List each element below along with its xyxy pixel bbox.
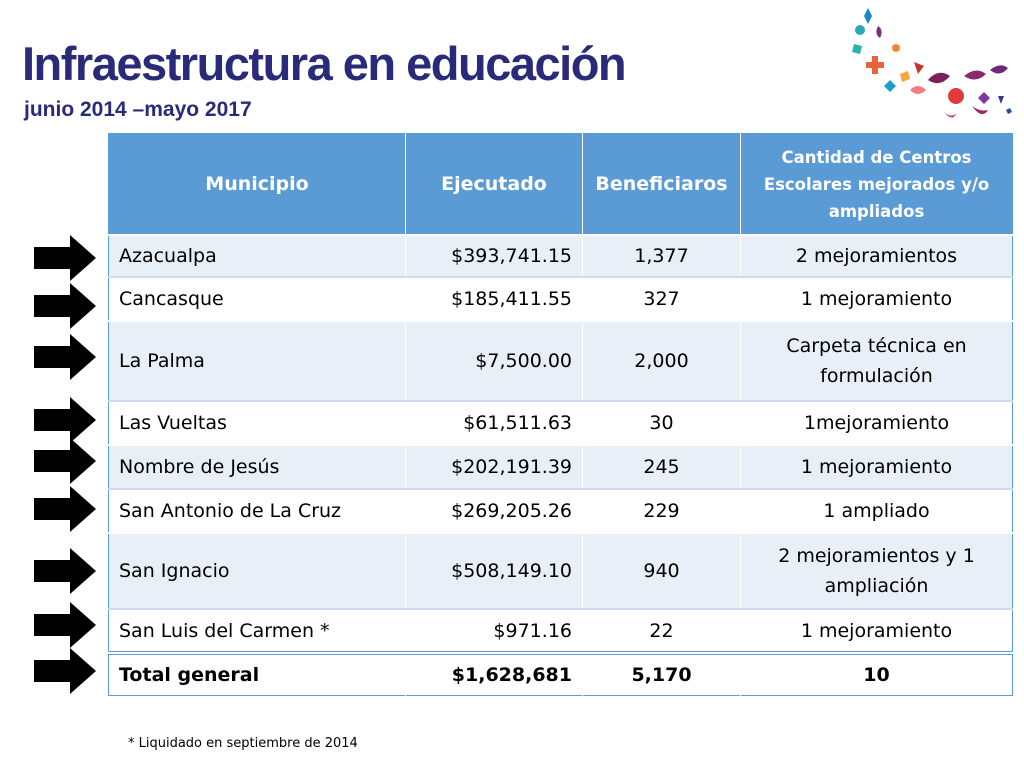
- cell-municipio: Las Vueltas: [109, 401, 406, 445]
- cell-ejecutado: $508,149.10: [406, 533, 583, 609]
- cell-centros: 2 mejoramientos y 1 ampliación: [741, 533, 1013, 609]
- cell-ejecutado: $7,500.00: [406, 321, 583, 401]
- table-row: [109, 489, 1013, 533]
- table-row: [109, 321, 1013, 401]
- table-row: [109, 445, 1013, 489]
- table-header-row: [109, 134, 1013, 236]
- right-arrow-icon: [34, 438, 96, 484]
- header-municipio: Municipio: [109, 134, 406, 236]
- table-row: [109, 277, 1013, 321]
- confetti-decoration: [840, 0, 1024, 130]
- cell-centros: 1mejoramiento: [741, 401, 1013, 445]
- header-ejecutado: Ejecutado: [406, 134, 583, 236]
- cell-beneficiarios: 245: [583, 445, 741, 489]
- cell-ejecutado: $185,411.55: [406, 277, 583, 321]
- cell-ejecutado: $971.16: [406, 609, 583, 653]
- slide-title: Infraestructura en educación: [22, 37, 626, 90]
- cell-beneficiarios: 2,000: [583, 321, 741, 401]
- header-centros: Cantidad de Centros Escolares mejorados y/o ampliados: [741, 134, 1013, 236]
- right-arrow-icon: [34, 397, 96, 443]
- slide-subtitle: junio 2014 –mayo 2017: [24, 98, 252, 121]
- right-arrow-icon: [34, 235, 96, 281]
- cell-beneficiarios: 940: [583, 533, 741, 609]
- cell-centros: 1 mejoramiento: [741, 277, 1013, 321]
- cell-municipio: San Ignacio: [109, 533, 406, 609]
- right-arrow-icon: [34, 283, 96, 329]
- cell-ejecutado: $61,511.63: [406, 401, 583, 445]
- cell-centros: 2 mejoramientos: [741, 235, 1013, 277]
- cell-beneficiarios: 327: [583, 277, 741, 321]
- cell-beneficiarios: 22: [583, 609, 741, 653]
- cell-centros: Carpeta técnica en formulación: [741, 321, 1013, 401]
- cell-beneficiarios: 229: [583, 489, 741, 533]
- total-label: Total general: [109, 653, 406, 695]
- right-arrow-icon: [34, 548, 96, 594]
- right-arrow-icon: [34, 648, 96, 694]
- right-arrow-icon: [34, 334, 96, 380]
- cell-municipio: Azacualpa: [109, 235, 406, 277]
- cell-municipio: Cancasque: [109, 277, 406, 321]
- cell-beneficiarios: 30: [583, 401, 741, 445]
- header-beneficiarios: Beneficiaros: [583, 134, 741, 236]
- cell-municipio: San Luis del Carmen *: [109, 609, 406, 653]
- right-arrow-icon: [34, 486, 96, 532]
- total-centros: 10: [741, 653, 1013, 695]
- table-row: [109, 609, 1013, 653]
- footnote: * Liquidado en septiembre de 2014: [128, 736, 358, 751]
- table-row: [109, 401, 1013, 445]
- cell-centros: 1 ampliado: [741, 489, 1013, 533]
- table-row: [109, 235, 1013, 277]
- cell-centros: 1 mejoramiento: [741, 609, 1013, 653]
- table-row: [109, 533, 1013, 609]
- cell-ejecutado: $202,191.39: [406, 445, 583, 489]
- cell-municipio: Nombre de Jesús: [109, 445, 406, 489]
- total-beneficiarios: 5,170: [583, 653, 741, 695]
- cell-municipio: San Antonio de La Cruz: [109, 489, 406, 533]
- cell-municipio: La Palma: [109, 321, 406, 401]
- education-infrastructure-table: [108, 133, 1013, 696]
- cell-ejecutado: $269,205.26: [406, 489, 583, 533]
- right-arrow-icon: [34, 602, 96, 648]
- cell-centros: 1 mejoramiento: [741, 445, 1013, 489]
- total-ejecutado: $1,628,681: [406, 653, 583, 695]
- total-row: [109, 653, 1013, 695]
- cell-beneficiarios: 1,377: [583, 235, 741, 277]
- cell-ejecutado: $393,741.15: [406, 235, 583, 277]
